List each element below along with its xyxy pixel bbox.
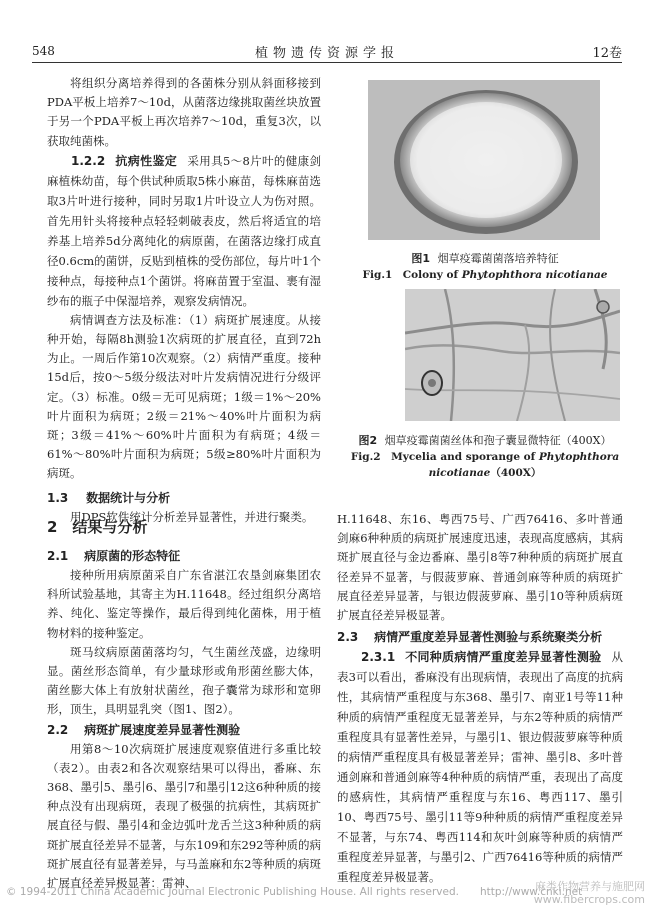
paragraph: 从表3可以看出，番麻没有出现病情，表现出了高度的抗病性，其病情严重程度与东368、墨引7、南亚1号等11种种质的病情严重程度无显著差异，与东2等种质的病情严重程度具有显著性差异，与墨引1、银边假菠萝麻等种质的病情严重程度具有极显著差异；雷神、墨引8、多叶普通剑麻和普通剑麻等4种种质的病情严重，表现出了高度的感病性，其病情严重程度与东16、粤西117、墨引10、粤西75号、墨引11等9种种质的病情严重程度差异不显著，与东74、粤西114和灰叶剑麻等种质的病情严重程度差异显著，与墨引2、广西76416等种质的病情严重程度差异极显著。 bbox=[337, 650, 623, 885]
subsection-1-2-2 bbox=[47, 151, 321, 311]
section-title: 病情严重度差异显著性测验与系统聚类分析 bbox=[374, 630, 603, 645]
section-number: 1.2.2 bbox=[71, 153, 106, 168]
section-title: 数据统计与分析 bbox=[86, 490, 171, 505]
species-name: Phytophthora bbox=[538, 451, 620, 463]
caption-zh: 烟草疫霉菌菌丝体和孢子囊显微特征（400X） bbox=[384, 434, 612, 447]
paragraph: 病情调查方法及标准：（1）病斑扩展速度。从接种开始，每隔8h测验1次病斑的扩展直径，直到72h为止。一周后作第10次观察。（2）病情严重度。接种15d后，按0～5级分级法对叶片发病情况进行分级评定。（3）标准。0级＝无可见病斑；1级＝1%～20%叶片面积为病斑；2级＝21%～40%叶片面积为病斑；3级＝41%～60%叶片面积为有病斑；4级＝61%～80%叶片面积为病斑；5级≥80%叶片面积为病斑。 bbox=[47, 312, 321, 481]
volume-label: 12卷 bbox=[592, 46, 622, 61]
watermark-url: www.fibercrops.com bbox=[533, 893, 645, 906]
section-2-heading bbox=[47, 516, 147, 537]
left-column bbox=[47, 74, 321, 527]
paragraph: H.11648、东16、粤西75号、广西76416、多叶普通剑麻6种种质的病斑扩展速度迅速，表现高度感病，其病斑扩展直径与金边番麻、墨引8等7种种质的病斑扩展直径差异不显著，与假菠萝麻、普通剑麻等种质的病斑扩展直径差异显著，与银边假菠萝麻、墨引10等种质病斑扩展直径差异极显著。 bbox=[337, 512, 623, 623]
section-title: 病原菌的形态特征 bbox=[84, 549, 181, 563]
figure-1-caption-en bbox=[360, 267, 610, 282]
magnification: （400X） bbox=[490, 467, 542, 479]
species-name: nicotianae bbox=[428, 467, 491, 479]
section-number: 1.3 bbox=[47, 490, 69, 505]
paragraph: 将组织分离培养得到的各菌株分别从斜面移接到PDA平板上培养7～10d，从菌落边缘挑取菌丝块放置于另一个PDA平板上再次培养7～10d，重复3次，以获取纯菌株。 bbox=[47, 76, 321, 148]
left-column-lower bbox=[47, 546, 321, 893]
figure-number: 图1 bbox=[411, 252, 431, 265]
caption-en: Fig.1 Colony of bbox=[362, 269, 462, 281]
section-title: 不同种质病情严重度差异显著性测验 bbox=[405, 650, 602, 665]
figure-number: 图2 bbox=[358, 434, 378, 447]
petri-dish-image bbox=[368, 80, 600, 240]
right-column bbox=[337, 510, 623, 887]
paragraph: 接种所用病原菌采自广东省湛江农垦剑麻集团农科所试验基地，其寄主为H.11648。经过组织分离培养、纯化、鉴定等操作，最后得到纯化菌株，用于植物材料的接种鉴定。 bbox=[47, 568, 321, 640]
running-header bbox=[32, 40, 622, 63]
watermark-line: 麻类作物营养与施肥网 bbox=[535, 880, 645, 893]
subsection-2-1 bbox=[47, 546, 321, 566]
caption-en: Fig.2 Mycelia and sporange of bbox=[350, 451, 539, 463]
caption-zh: 烟草疫霉菌菌落培养特征 bbox=[437, 252, 559, 265]
section-title: 2 结果与分析 bbox=[47, 518, 148, 536]
copyright-footer: © 1994-2011 China Academic Journal Electronic Publishing House. All rights reserved. http://www.cnki.net bbox=[6, 886, 583, 898]
subsection-2-3 bbox=[337, 627, 623, 647]
section-title: 病斑扩展速度差异显著性测验 bbox=[84, 722, 241, 737]
micrograph-image bbox=[405, 289, 620, 421]
section-number: 2.3 bbox=[337, 630, 359, 645]
paragraph: 用DPS软件统计分析差异显著性，并进行聚类。 bbox=[70, 509, 314, 524]
figure-2-photo bbox=[405, 289, 620, 421]
section-number: 2.2 bbox=[47, 722, 69, 737]
subsection-1-3 bbox=[47, 488, 321, 508]
figure-2-caption bbox=[340, 432, 630, 448]
paragraph: 采用具5～8片叶的健康剑麻植株幼苗，每个供试种质取5株小麻苗，每株麻苗选取3片叶进行接种，同时另取1片叶设立人为伤对照。首先用针头将接种点轻轻刺破表皮，然后将适宜的培养基上培养5d分离纯化的病原菌，在菌落边缘打成直径0.6cm的菌饼，反贴到植株的受伤部位，每片叶1个接种点，每接种点1个菌饼。将麻苗置于室温、裹有湿纱布的瓶子中保湿培养，观察发病情况。 bbox=[47, 153, 321, 308]
section-number: 2.1 bbox=[47, 549, 69, 563]
section-title: 抗病性鉴定 bbox=[115, 153, 178, 168]
paragraph: 用第8～10次病斑扩展速度观察值进行多重比较（表2）。由表2和各次观察结果可以得出，番麻、东368、墨引5、墨引6、墨引7和墨引12这6种种质的接种点没有出现病斑，表现了极强的抗病性，其病斑扩展直径与假、墨引4和金边弧叶龙舌兰这3种种质的病斑扩展直径差异不显著，与东109和东292等种质的病斑扩展直径有显著差异，与马盖麻和东2等种质的病斑扩展直径差异极显著：雷神、 bbox=[47, 741, 321, 891]
figure-2-caption-en bbox=[345, 449, 625, 481]
journal-title: 植物遗传资源学报 bbox=[254, 46, 399, 61]
figure-1-photo bbox=[368, 80, 600, 240]
watermark bbox=[534, 880, 645, 906]
species-name: Phytophthora nicotianae bbox=[461, 269, 608, 281]
paragraph: 斑马纹病原菌菌落均匀，气生菌丝茂盛，边缘明显。菌丝形态简单，有少量球形或角形菌丝膨大体，菌丝膨大体上有放射状菌丝，孢子囊常为球形和宽卵形，顶生，具明显乳突（图1、图2）。 bbox=[47, 644, 321, 717]
figure-1-caption bbox=[360, 250, 610, 266]
section-number: 2.3.1 bbox=[361, 650, 396, 665]
page-number: 548 bbox=[32, 44, 55, 58]
subsection-2-3-1 bbox=[337, 647, 623, 887]
subsection-2-2 bbox=[47, 720, 321, 740]
